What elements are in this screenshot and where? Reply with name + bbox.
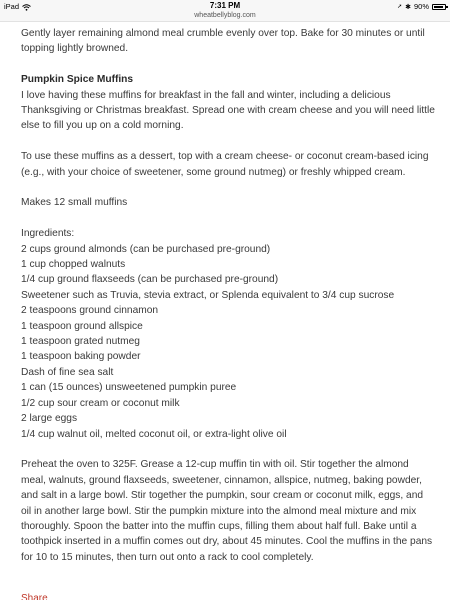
url-bar[interactable] (0, 12, 450, 22)
ingredients-heading: Ingredients: (21, 228, 75, 240)
recipe-title: Pumpkin Spice Muffins (21, 74, 134, 86)
list-item: Dash of fine sea salt (21, 366, 114, 378)
recipe-yield: Makes 12 small muffins (21, 197, 128, 209)
list-item: 1 cup chopped walnuts (21, 259, 126, 271)
list-item: 1 teaspoon baking powder (21, 351, 141, 363)
list-item: 1 can (15 ounces) unsweetened pumpkin puree (21, 382, 237, 394)
battery-fill (434, 6, 443, 8)
status-right (397, 2, 446, 11)
article-content (21, 26, 436, 565)
device-name: iPad (4, 2, 20, 11)
status-time: 7:31 PM (209, 1, 241, 10)
instructions: Preheat the oven to 325F. Grease a 12-cup muffin tin with oil. Stir together the almond meal, walnuts, ground flaxseeds, sweetener, cinnamon, allspice, nutmeg, baking powder, and salt in a large bowl. Stir together the pumpkin, sour cream or coconut milk, eggs, and oil in another large bowl. Stir the pumpkin mixture into the almond meal mixture and mix thoroughly. Spoon the batter into the muffin cups, filling them about half full. Bake until a toothpick inserted in a muffin comes out dry, about 45 minutes. Cool the muffins in the pans for 10 to 15 minutes, then turn out onto a rack to cool completely. (21, 459, 433, 563)
list-item: 1/4 cup ground flaxseeds (can be purchased pre-ground) (21, 274, 279, 286)
intro-text: Gently layer remaining almond meal crumble evenly over top. Bake for 30 minutes or until topping lightly browned. (21, 28, 425, 55)
list-item: 2 teaspoons ground cinnamon (21, 305, 159, 317)
bluetooth-icon: ✱ (405, 3, 411, 11)
list-item: 1/4 cup walnut oil, melted coconut oil, or extra-light olive oil (21, 428, 287, 440)
url-text[interactable]: wheatbellyblog.com (194, 12, 256, 19)
paragraph-1: I love having these muffins for breakfast in the fall and winter, including a delicious Thanksgiving or Christmas breakfast. Spread one with cream cheese and you will need little else to fill you up on a cold morning. (21, 89, 435, 132)
location-icon: ➚ (397, 4, 403, 10)
list-item: 1 teaspoon grated nutmeg (21, 336, 140, 348)
list-item: Sweetener such as Truvia, stevia extract, or Splenda equivalent to 3/4 cup sucrose (21, 289, 395, 301)
list-item: 1/2 cup sour cream or coconut milk (21, 397, 180, 409)
list-item: 1 teaspoon ground allspice (21, 320, 143, 332)
battery-percent: 90% (413, 2, 429, 11)
paragraph-2: To use these muffins as a dessert, top with a cream cheese- or coconut cream-based icing (e.g., with your choice of sweetener, some ground nutmeg) or freshly whipped cream. (21, 151, 429, 178)
battery-icon (432, 4, 446, 10)
list-item: 2 large eggs (21, 413, 78, 425)
ingredients-list (21, 242, 436, 442)
status-bar (0, 0, 450, 12)
list-item: 2 cups ground almonds (can be purchased pre-ground) (21, 243, 271, 255)
share-link[interactable]: Share (21, 593, 48, 600)
